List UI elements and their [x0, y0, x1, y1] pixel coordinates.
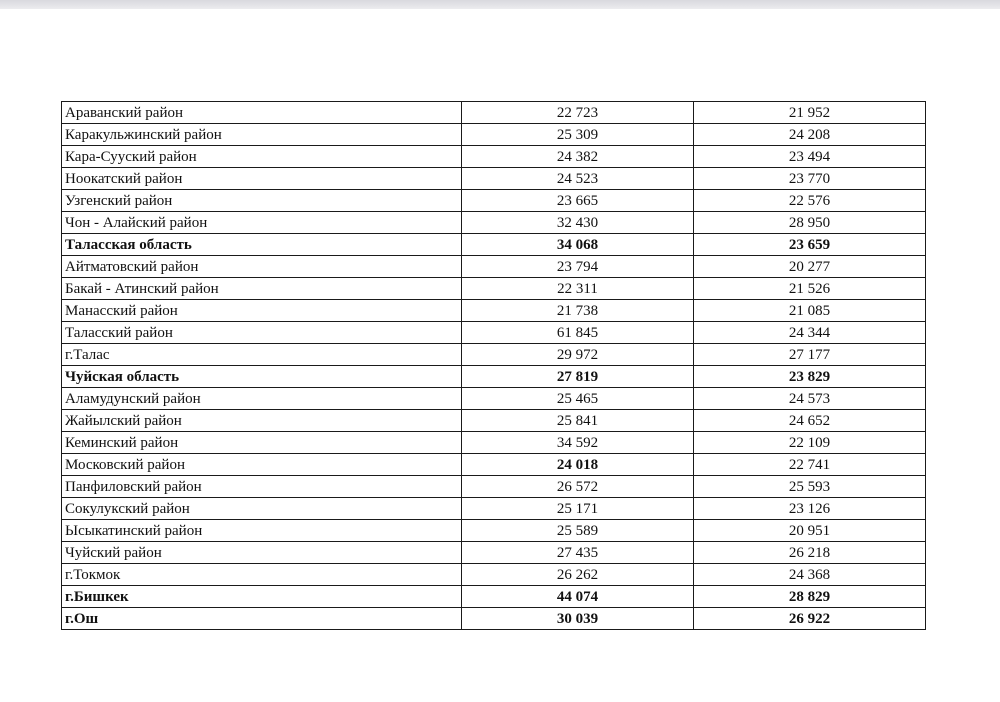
region-name-cell: Айтматовский район — [62, 256, 462, 278]
table-row-region-total — [62, 234, 926, 256]
value-col2-cell: 20 951 — [694, 520, 926, 542]
table-row-city-total — [62, 586, 926, 608]
table-row — [62, 278, 926, 300]
region-name-cell: Кеминский район — [62, 432, 462, 454]
value-col2-cell: 28 950 — [694, 212, 926, 234]
region-name-cell: Таласская область — [62, 234, 462, 256]
value-col2-cell: 24 368 — [694, 564, 926, 586]
value-col1-cell: 30 039 — [462, 608, 694, 630]
table-row-city-total — [62, 608, 926, 630]
table-row — [62, 322, 926, 344]
value-col2-cell: 21 952 — [694, 102, 926, 124]
table-row — [62, 190, 926, 212]
table-row — [62, 146, 926, 168]
table-row — [62, 410, 926, 432]
table-body — [62, 102, 926, 630]
table-row — [62, 454, 926, 476]
table-row — [62, 388, 926, 410]
value-col2-cell: 22 576 — [694, 190, 926, 212]
value-col1-cell: 26 572 — [462, 476, 694, 498]
table-row — [62, 476, 926, 498]
table-row — [62, 542, 926, 564]
value-col2-cell: 24 208 — [694, 124, 926, 146]
value-col2-cell: 28 829 — [694, 586, 926, 608]
value-col2-cell: 23 659 — [694, 234, 926, 256]
district-stats-table — [61, 101, 926, 630]
value-col2-cell: 23 494 — [694, 146, 926, 168]
table-row — [62, 564, 926, 586]
viewer-top-bar — [0, 0, 1000, 9]
value-col1-cell: 61 845 — [462, 322, 694, 344]
region-name-cell: Каракульжинский район — [62, 124, 462, 146]
value-col2-cell: 24 652 — [694, 410, 926, 432]
value-col1-cell: 22 723 — [462, 102, 694, 124]
region-name-cell: Чуйская область — [62, 366, 462, 388]
value-col1-cell: 22 311 — [462, 278, 694, 300]
value-col1-cell: 21 738 — [462, 300, 694, 322]
region-name-cell: Манасский район — [62, 300, 462, 322]
region-name-cell: г.Ош — [62, 608, 462, 630]
value-col1-cell: 27 819 — [462, 366, 694, 388]
table-row-region-total — [62, 366, 926, 388]
region-name-cell: Сокулукский район — [62, 498, 462, 520]
region-name-cell: Таласский район — [62, 322, 462, 344]
region-name-cell: Жайылский район — [62, 410, 462, 432]
region-name-cell: Ноокатский район — [62, 168, 462, 190]
value-col2-cell: 27 177 — [694, 344, 926, 366]
region-name-cell: Ысыкатинский район — [62, 520, 462, 542]
region-name-cell: Араванский район — [62, 102, 462, 124]
region-name-cell: г.Талас — [62, 344, 462, 366]
value-col1-cell: 32 430 — [462, 212, 694, 234]
value-col2-cell: 23 126 — [694, 498, 926, 520]
table-row — [62, 168, 926, 190]
region-name-cell: Чуйский район — [62, 542, 462, 564]
table-row — [62, 212, 926, 234]
region-name-cell: Узгенский район — [62, 190, 462, 212]
value-col1-cell: 23 665 — [462, 190, 694, 212]
value-col2-cell: 24 573 — [694, 388, 926, 410]
value-col1-cell: 44 074 — [462, 586, 694, 608]
value-col1-cell: 25 465 — [462, 388, 694, 410]
value-col1-cell: 29 972 — [462, 344, 694, 366]
value-col1-cell: 25 841 — [462, 410, 694, 432]
table-row — [62, 124, 926, 146]
value-col1-cell: 34 068 — [462, 234, 694, 256]
value-col2-cell: 26 218 — [694, 542, 926, 564]
value-col2-cell: 22 741 — [694, 454, 926, 476]
region-name-cell: Кара-Сууский район — [62, 146, 462, 168]
table-row — [62, 344, 926, 366]
value-col1-cell: 26 262 — [462, 564, 694, 586]
region-name-cell: Московский район — [62, 454, 462, 476]
region-name-cell: Аламудунский район — [62, 388, 462, 410]
value-col1-cell: 25 589 — [462, 520, 694, 542]
value-col1-cell: 24 523 — [462, 168, 694, 190]
region-name-cell: Панфиловский район — [62, 476, 462, 498]
value-col2-cell: 21 085 — [694, 300, 926, 322]
value-col2-cell: 23 770 — [694, 168, 926, 190]
value-col1-cell: 34 592 — [462, 432, 694, 454]
value-col2-cell: 24 344 — [694, 322, 926, 344]
value-col1-cell: 24 018 — [462, 454, 694, 476]
value-col2-cell: 25 593 — [694, 476, 926, 498]
value-col1-cell: 23 794 — [462, 256, 694, 278]
value-col2-cell: 23 829 — [694, 366, 926, 388]
region-name-cell: Чон - Алайский район — [62, 212, 462, 234]
value-col2-cell: 22 109 — [694, 432, 926, 454]
value-col2-cell: 21 526 — [694, 278, 926, 300]
table-row — [62, 498, 926, 520]
table-row — [62, 520, 926, 542]
table-row — [62, 256, 926, 278]
value-col1-cell: 27 435 — [462, 542, 694, 564]
document-page — [0, 9, 1000, 702]
region-name-cell: Бакай - Атинский район — [62, 278, 462, 300]
table-row — [62, 300, 926, 322]
region-name-cell: г.Токмок — [62, 564, 462, 586]
value-col1-cell: 25 171 — [462, 498, 694, 520]
value-col1-cell: 25 309 — [462, 124, 694, 146]
value-col2-cell: 26 922 — [694, 608, 926, 630]
region-name-cell: г.Бишкек — [62, 586, 462, 608]
table-row — [62, 102, 926, 124]
value-col2-cell: 20 277 — [694, 256, 926, 278]
table-row — [62, 432, 926, 454]
value-col1-cell: 24 382 — [462, 146, 694, 168]
